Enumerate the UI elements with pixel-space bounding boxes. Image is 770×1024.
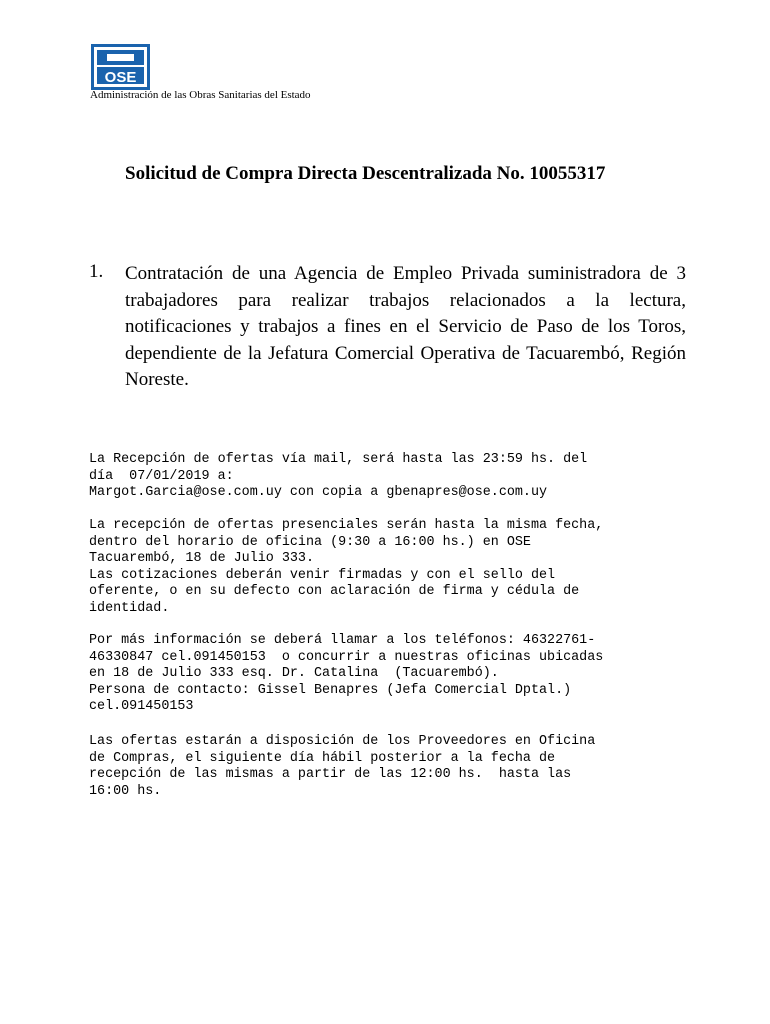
document-title: Solicitud de Compra Directa Descentralizada No. 10055317 <box>125 163 606 184</box>
paragraph-contact-info: Por más información se deberá llamar a los teléfonos: 46322761- 46330847 cel.091450153 o concurrir a nuestras oficinas ubicadas en 18 de Julio 333 esq. Dr. Catalina (Tacuarembó). Persona de contacto: Gissel Benapres (Jefa Comercial Dptal.) cel.091450153 <box>89 633 604 714</box>
item-number: 1. <box>89 261 104 282</box>
logo-text: OSE <box>104 69 137 86</box>
paragraph-in-person-reception: La recepción de ofertas presenciales serán hasta la misma fecha, dentro del horario de oficina (9:30 a 16:00 hs.) en OSE Tacuarembó, 18 de Julio 333. Las cotizaciones deberán venir firmadas y con el sello del oferente, o en su defecto con aclaración de firma y cédula de identidad. <box>89 518 604 616</box>
item-description: Contratación de una Agencia de Empleo Privada suministradora de 3 trabajadores para realizar trabajos relacionados a la lectura, notificaciones y trabajos a fines en el Servicio de Paso de los Toros, dependiente de la Jefatura Comercial Operativa de Tacuarembó, Región Noreste. <box>125 263 686 390</box>
organization-name: Administración de las Obras Sanitarias del Estado <box>90 89 311 101</box>
ose-logo <box>91 44 150 90</box>
paragraph-offers-availability: Las ofertas estarán a disposición de los Proveedores en Oficina de Compras, el siguiente día hábil posterior a la fecha de recepción de las mismas a partir de las 12:00 hs. hasta las 16:00 hs. <box>89 734 596 799</box>
paragraph-email-reception: La Recepción de ofertas vía mail, será hasta las 23:59 hs. del día 07/01/2019 a: Margot.Garcia@ose.com.uy con copia a gbenapres@ose.com.uy <box>89 452 588 500</box>
